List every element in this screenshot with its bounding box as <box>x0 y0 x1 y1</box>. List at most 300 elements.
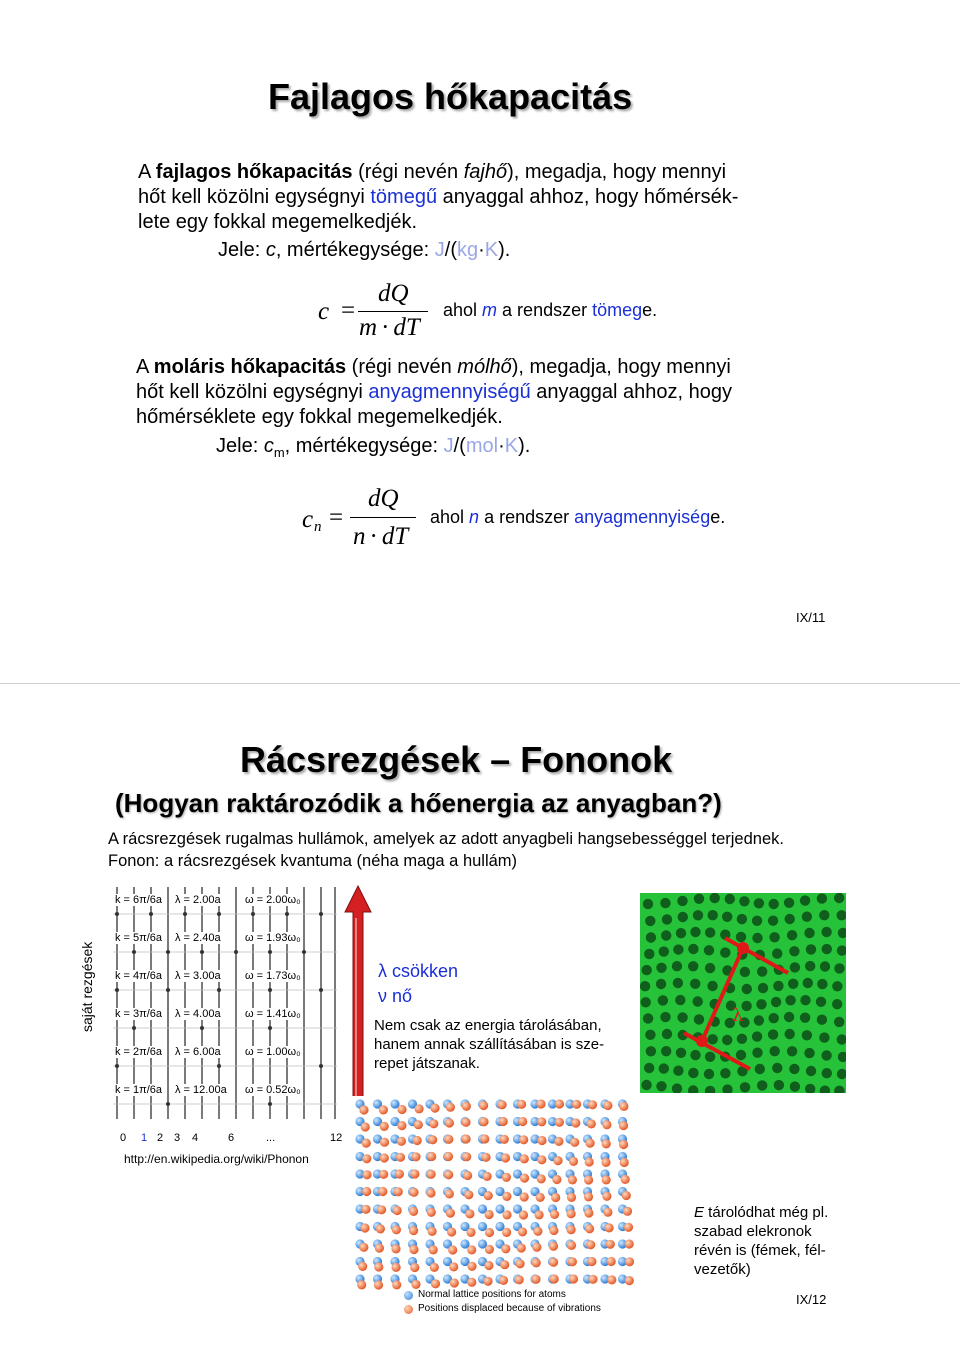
term-molar-heat: moláris hőkapacitás <box>153 356 347 378</box>
mode-lambda-label: λ = 2.00a <box>175 894 221 906</box>
text: a rendszer <box>497 300 593 320</box>
displaced-atom <box>622 1191 631 1200</box>
link-amount-of-substance[interactable]: anyagmennyiségű <box>368 381 531 403</box>
displaced-atom <box>606 1240 615 1249</box>
displaced-atom <box>498 1100 507 1109</box>
displaced-atom <box>359 1243 368 1252</box>
displaced-atom <box>567 1225 576 1234</box>
displaced-atom <box>431 1279 440 1288</box>
displaced-atom <box>414 1120 423 1129</box>
var-m: m <box>482 300 498 320</box>
displaced-atom <box>428 1227 437 1236</box>
displaced-atom <box>485 1210 494 1219</box>
displaced-atom <box>537 1136 546 1145</box>
displaced-atom <box>361 1122 370 1131</box>
displaced-atom <box>409 1188 418 1197</box>
displaced-atom <box>466 1228 475 1237</box>
displaced-atom <box>362 1154 371 1163</box>
displaced-atom <box>584 1208 593 1217</box>
displaced-atom <box>427 1208 436 1217</box>
displaced-atom <box>502 1210 511 1219</box>
formula-equals: = <box>329 504 344 531</box>
displaced-atom <box>429 1245 438 1254</box>
displaced-atom <box>549 1226 558 1235</box>
displaced-atom <box>359 1105 368 1114</box>
displaced-atom <box>449 1262 458 1271</box>
displaced-atom <box>567 1193 576 1202</box>
displaced-atom <box>554 1137 563 1146</box>
formula-denominator <box>359 314 420 342</box>
text: /( <box>444 239 457 261</box>
mode-lambda-label: λ = 4.00a <box>175 1008 221 1020</box>
paragraph-molar-heat-line2 <box>136 380 732 404</box>
displaced-atom <box>536 1193 545 1202</box>
displaced-atom <box>587 1257 596 1266</box>
green-lattice-image <box>640 893 846 1093</box>
legend-normal-label: Normal lattice positions for atoms <box>418 1289 566 1300</box>
displaced-atom <box>519 1210 528 1219</box>
axis-label: 4 <box>192 1132 199 1144</box>
symbol-unit-line-2 <box>216 434 530 465</box>
formula-numerator: dQ <box>368 485 399 512</box>
mode-k-label: k = 2π/6a <box>115 1046 163 1058</box>
formula-lhs: c <box>302 506 314 533</box>
fraction-bar <box>350 517 416 518</box>
text: Jele: <box>218 239 266 261</box>
displaced-atom <box>462 1134 471 1143</box>
displaced-atom <box>567 1209 576 1218</box>
text: ahol <box>443 300 483 320</box>
axis-label: 2 <box>157 1132 164 1144</box>
displaced-atom <box>393 1206 402 1215</box>
displaced-atom <box>427 1152 436 1161</box>
text: ), megadja, hogy mennyi <box>507 161 727 183</box>
displaced-atom <box>602 1175 611 1184</box>
link-joule[interactable]: J <box>443 435 454 457</box>
normal-position-atom <box>478 1222 487 1231</box>
mode-lambda-label: λ = 12.00a <box>175 1084 227 1096</box>
displaced-atom <box>515 1275 524 1284</box>
slide-title: Rácsrezgések – Fononok <box>240 739 673 780</box>
link-kilogram[interactable]: kg <box>457 239 479 261</box>
displaced-atom <box>532 1258 541 1267</box>
displaced-atom <box>502 1192 511 1201</box>
displaced-atom <box>517 1243 526 1252</box>
text: hőt kell közölni egységnyi <box>138 186 371 208</box>
displaced-atom <box>411 1280 420 1289</box>
text: a rendszer <box>479 507 575 527</box>
text: ), megadja, hogy mennyi <box>511 356 731 378</box>
formula-lhs-subscript: n <box>314 519 322 535</box>
link-amount-of-substance-2[interactable]: anyagmennyiség <box>574 507 711 527</box>
displaced-atom <box>499 1276 508 1285</box>
displaced-atom <box>360 1223 369 1232</box>
displaced-atom <box>569 1274 578 1283</box>
displaced-atom <box>588 1275 597 1284</box>
displaced-atom <box>467 1262 476 1271</box>
displaced-atom <box>380 1153 389 1162</box>
formula-numerator: dQ <box>378 280 409 307</box>
text: anyaggal ahhoz, hogy <box>530 381 732 403</box>
displaced-atom <box>601 1158 610 1167</box>
link-kelvin[interactable]: K <box>504 435 519 457</box>
mode-omega-label: ω = 0.52ω₀ <box>245 1084 301 1096</box>
mode-k-label: k = 5π/6a <box>115 932 163 944</box>
displaced-atom <box>570 1138 579 1147</box>
displaced-atom <box>537 1117 546 1126</box>
text: , mértékegysége: <box>284 435 444 457</box>
displaced-atom <box>391 1244 400 1253</box>
displaced-atom <box>501 1244 510 1253</box>
displaced-atom <box>445 1118 454 1127</box>
displaced-atom <box>374 1280 383 1289</box>
displaced-atom <box>602 1120 611 1129</box>
link-joule[interactable]: J <box>434 239 445 261</box>
displaced-atom <box>464 1190 473 1199</box>
paragraph-specific-heat-line2 <box>138 185 738 209</box>
displaced-atom <box>605 1223 614 1232</box>
displaced-atom <box>602 1192 611 1201</box>
displaced-atom <box>537 1155 546 1164</box>
axis-label: 6 <box>228 1132 235 1144</box>
displaced-atom <box>362 1187 371 1196</box>
formula-equals: = <box>341 297 356 324</box>
lambda-decreases-label: λ csökken <box>378 961 459 981</box>
displaced-atom <box>549 1258 558 1267</box>
nu-increases-label: ν nő <box>378 986 413 1006</box>
axis-label: 12 <box>330 1132 343 1144</box>
displaced-atom <box>550 1210 559 1219</box>
displaced-atom <box>484 1261 493 1270</box>
mode-k-label: k = 3π/6a <box>115 1008 163 1020</box>
slide-subtitle: (Hogyan raktározódik a hőenergia az anyagban?) <box>115 788 722 818</box>
link-mass-2[interactable]: tömeg <box>592 300 643 320</box>
dot: · <box>478 239 485 261</box>
legend-displaced-label: Positions displaced because of vibrations <box>418 1303 601 1314</box>
mode-k-label: k = 1π/6a <box>115 1084 163 1096</box>
displaced-atom <box>467 1245 476 1254</box>
displaced-atom <box>361 1205 370 1214</box>
displaced-atom <box>518 1227 527 1236</box>
displaced-atom <box>411 1152 420 1161</box>
displaced-atom <box>362 1139 371 1148</box>
displaced-atom <box>602 1139 611 1148</box>
displaced-atom <box>587 1119 596 1128</box>
wavelength-marker <box>640 893 846 1093</box>
displaced-atom <box>465 1209 474 1218</box>
formula-explanation-1 <box>443 300 657 321</box>
mode-lambda-label: λ = 3.00a <box>175 970 221 982</box>
link-mass[interactable]: tömegű <box>370 186 438 208</box>
displaced-atom <box>415 1104 424 1113</box>
displaced-atom <box>481 1153 490 1162</box>
fraction-bar <box>358 311 428 312</box>
displaced-atom <box>485 1228 494 1237</box>
displaced-atom <box>380 1138 389 1147</box>
text: tárolódhat még pl. <box>704 1204 829 1221</box>
displaced-atom <box>448 1245 457 1254</box>
displaced-atom <box>569 1157 578 1166</box>
displaced-atom <box>624 1223 633 1232</box>
displaced-atom <box>447 1227 456 1236</box>
text: e. <box>642 300 658 320</box>
subscript: m <box>273 445 285 460</box>
den-dt: dT <box>381 523 409 550</box>
axis-label: ... <box>266 1132 276 1144</box>
slide-title: Fajlagos hőkapacitás <box>268 76 633 117</box>
displaced-atom <box>502 1228 511 1237</box>
term-old-name: fajhő <box>463 161 508 183</box>
displaced-atom <box>537 1174 546 1183</box>
mode-k-label: k = 4π/6a <box>115 970 163 982</box>
paragraph-molar-heat-line3: hőmérséklete egy fokkal megemelkedjék. <box>136 406 503 428</box>
energy-symbol: E <box>694 1204 705 1221</box>
displaced-atom <box>444 1152 453 1161</box>
link-kelvin[interactable]: K <box>484 239 499 261</box>
displaced-atom <box>499 1117 508 1126</box>
displaced-atom <box>380 1122 389 1131</box>
text: (régi nevén <box>352 161 464 183</box>
displaced-atom <box>517 1100 526 1109</box>
displaced-atom <box>531 1275 540 1284</box>
displaced-atom <box>550 1274 559 1283</box>
mode-omega-label: ω = 1.93ω₀ <box>245 932 301 944</box>
displaced-atom <box>555 1118 564 1127</box>
displaced-atom <box>392 1225 401 1234</box>
displaced-atom <box>479 1117 488 1126</box>
displaced-atom <box>568 1175 577 1184</box>
axis-label: 1 <box>141 1132 148 1144</box>
displaced-atom <box>520 1174 529 1183</box>
displaced-atom <box>586 1139 595 1148</box>
displaced-atom <box>520 1154 529 1163</box>
displaced-atom <box>397 1137 406 1146</box>
mode-omega-label: ω = 1.73ω₀ <box>245 970 301 982</box>
displaced-atom <box>585 1224 594 1233</box>
source-url[interactable]: http://en.wikipedia.org/wiki/Phonon <box>124 1152 309 1166</box>
displaced-atom <box>555 1099 564 1108</box>
formula-lhs: c <box>318 298 330 325</box>
displaced-atom <box>444 1135 453 1144</box>
page-number: IX/12 <box>796 1292 827 1307</box>
displaced-atom <box>430 1104 439 1113</box>
displaced-atom <box>584 1192 593 1201</box>
symbol-unit-line-1 <box>218 238 510 262</box>
text: anyaggal ahhoz, hogy hőmérsék- <box>437 186 739 208</box>
displaced-atom <box>430 1263 439 1272</box>
text: A <box>136 356 154 378</box>
displaced-atom <box>585 1157 594 1166</box>
var-n: n <box>469 507 480 527</box>
mode-k-label: k = 6π/6a <box>115 894 163 906</box>
displaced-atom <box>588 1100 597 1109</box>
mode-lambda-label: λ = 2.40a <box>175 932 221 944</box>
displaced-atom <box>410 1263 419 1272</box>
displaced-atom <box>500 1260 509 1269</box>
text: hőt kell közölni egységnyi <box>136 381 369 403</box>
symbol: c <box>265 239 276 261</box>
displaced-atom <box>357 1280 366 1289</box>
displaced-atom <box>625 1257 634 1266</box>
displaced-atom <box>623 1207 632 1216</box>
displaced-atom <box>619 1121 628 1130</box>
transport-note-line3: repet játszanak. <box>374 1055 480 1072</box>
displaced-atom <box>549 1242 558 1251</box>
displaced-atom <box>429 1119 438 1128</box>
displaced-atom <box>379 1170 388 1179</box>
displaced-atom <box>568 1257 577 1266</box>
formula-denominator <box>353 523 408 551</box>
displaced-atom <box>461 1118 470 1127</box>
displaced-atom <box>409 1245 418 1254</box>
displaced-atom <box>607 1257 616 1266</box>
normal-position-atom <box>495 1204 504 1213</box>
mode-omega-label: ω = 1.00ω₀ <box>245 1046 301 1058</box>
vibrating-atoms <box>352 1096 642 1291</box>
displaced-atom <box>607 1275 616 1284</box>
displaced-atom <box>462 1152 471 1161</box>
displaced-atom <box>426 1188 435 1197</box>
displaced-atom <box>427 1170 436 1179</box>
slide-ix-12 <box>0 684 960 1367</box>
displaced-atom <box>532 1243 541 1252</box>
den-dt: dT <box>393 314 420 341</box>
displaced-atom <box>413 1136 422 1145</box>
den-var: m <box>359 314 378 341</box>
den-dot: · <box>369 523 378 550</box>
text: , mértékegysége: <box>275 239 435 261</box>
displaced-atom <box>501 1153 510 1162</box>
dot: · <box>498 435 505 457</box>
displaced-atom <box>516 1259 525 1268</box>
displaced-atom <box>519 1135 528 1144</box>
displaced-atom <box>620 1158 629 1167</box>
displaced-atom <box>603 1208 612 1217</box>
phonon-definition-line2: Fonon: a rácsrezgések kvantuma (néha maga a hullám) <box>108 852 518 870</box>
displaced-atom <box>397 1105 406 1114</box>
displaced-atom <box>619 1102 628 1111</box>
transport-note-line2: hanem annak szállításában is sze- <box>374 1036 605 1053</box>
displaced-atom <box>584 1175 593 1184</box>
orange-atom-icon <box>404 1305 413 1314</box>
displaced-atom <box>520 1192 529 1201</box>
formula-explanation-2 <box>430 507 725 528</box>
text: /( <box>453 435 466 457</box>
transport-note-line1: Nem csak az energia tárolásában, <box>374 1017 602 1034</box>
displaced-atom <box>484 1191 493 1200</box>
displaced-atom <box>375 1244 384 1253</box>
axis-label: 3 <box>174 1132 181 1144</box>
term-specific-heat: fajlagos hőkapacitás <box>155 161 353 183</box>
displaced-atom <box>377 1205 386 1214</box>
displaced-atom <box>571 1118 580 1127</box>
displaced-atom <box>483 1277 492 1286</box>
displaced-atom <box>362 1170 371 1179</box>
text: A <box>138 161 156 183</box>
displaced-atom <box>567 1241 576 1250</box>
displaced-atom <box>374 1262 383 1271</box>
text: (régi nevén <box>346 356 458 378</box>
displaced-atom <box>410 1169 419 1178</box>
axis-label: 0 <box>120 1132 127 1144</box>
displaced-atom <box>378 1187 387 1196</box>
displaced-atom <box>446 1103 455 1112</box>
energy-note-line2: szabad elekronok <box>694 1223 812 1240</box>
paragraph-specific-heat-line1 <box>138 160 726 184</box>
displaced-atom <box>586 1240 595 1249</box>
displaced-atom <box>551 1193 560 1202</box>
normal-modes-figure <box>113 887 337 1119</box>
text: ). <box>518 435 531 457</box>
displaced-atom <box>483 1172 492 1181</box>
link-mole[interactable]: mol <box>465 435 499 457</box>
displaced-atom <box>552 1175 561 1184</box>
displaced-atom <box>428 1135 437 1144</box>
displaced-atom <box>397 1121 406 1130</box>
displaced-atom <box>462 1102 471 1111</box>
displaced-atom <box>536 1099 545 1108</box>
displaced-atom <box>485 1245 494 1254</box>
displaced-atom <box>502 1173 511 1182</box>
paragraph-molar-heat-line1 <box>136 355 731 379</box>
displaced-atom <box>553 1156 562 1165</box>
mode-omega-label: ω = 1.41ω₀ <box>245 1008 301 1020</box>
term-old-name: mólhő <box>457 356 512 378</box>
den-dot: · <box>381 314 390 341</box>
displaced-atom <box>358 1262 367 1271</box>
displaced-atom <box>450 1278 459 1287</box>
text: ahol <box>430 507 470 527</box>
displaced-atom <box>446 1209 455 1218</box>
displaced-atom <box>376 1224 385 1233</box>
page-number: IX/11 <box>796 610 826 625</box>
symbol: c <box>263 435 274 457</box>
displaced-atom <box>444 1170 453 1179</box>
displaced-atom <box>396 1153 405 1162</box>
energy-note-line4: vezetők) <box>694 1261 751 1278</box>
displaced-atom <box>409 1207 418 1216</box>
displaced-atom <box>394 1187 403 1196</box>
displaced-atom <box>379 1105 388 1114</box>
displaced-atom <box>463 1171 472 1180</box>
displaced-atom <box>603 1101 612 1110</box>
displaced-atom <box>395 1169 404 1178</box>
displaced-atom <box>625 1276 634 1285</box>
energy-storage-note <box>694 1203 828 1279</box>
displaced-atom <box>480 1134 489 1143</box>
displaced-atom <box>409 1226 418 1235</box>
phonon-definition-line1: A rácsrezgések rugalmas hullámok, amelyek az adott anyagbeli hangsebességgel terjednek. <box>108 830 784 848</box>
side-label-eigenmodes: saját rezgések <box>79 941 95 1032</box>
displaced-atom <box>518 1117 527 1126</box>
displaced-atom <box>621 1175 630 1184</box>
displaced-atom <box>467 1278 476 1287</box>
displaced-atom <box>500 1135 509 1144</box>
den-var: n <box>353 523 366 550</box>
mode-lambda-label: λ = 6.00a <box>175 1046 221 1058</box>
displaced-atom <box>479 1101 488 1110</box>
mode-omega-label: ω = 2.00ω₀ <box>245 894 301 906</box>
displaced-atom <box>533 1227 542 1236</box>
text: Jele: <box>216 435 264 457</box>
energy-note-line1 <box>694 1203 828 1222</box>
displaced-atom <box>392 1280 401 1289</box>
displaced-atom <box>535 1210 544 1219</box>
paragraph-specific-heat-line3: lete egy fokkal megemelkedjék. <box>138 211 418 233</box>
vibrating-lattice-image <box>352 1096 642 1318</box>
text: ). <box>498 239 511 261</box>
blue-atom-icon <box>404 1291 413 1300</box>
